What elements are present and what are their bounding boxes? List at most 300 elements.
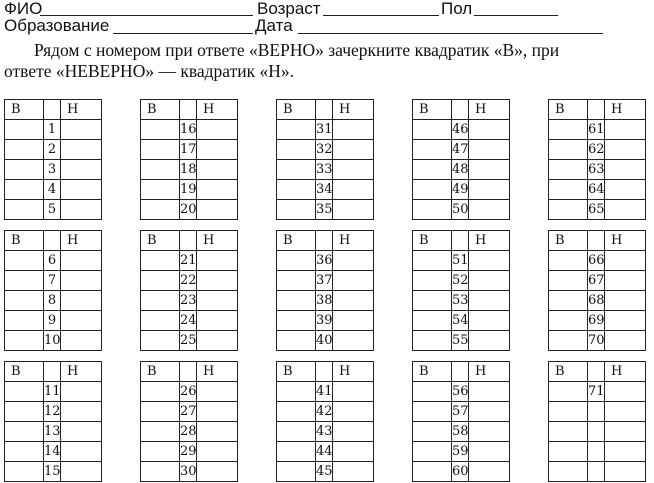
column-header-n: Н <box>333 231 374 251</box>
box-false[interactable] <box>197 200 238 220</box>
box-false[interactable] <box>333 271 374 291</box>
box-false[interactable] <box>61 291 102 311</box>
box-false[interactable] <box>469 200 510 220</box>
age-field[interactable] <box>323 15 439 16</box>
question-number: 34 <box>316 180 333 200</box>
education-field[interactable] <box>113 33 253 34</box>
box-true[interactable] <box>141 291 180 311</box>
box-false[interactable] <box>333 180 374 200</box>
box-true[interactable] <box>141 140 180 160</box>
answer-row <box>277 462 374 482</box>
box-false[interactable] <box>61 402 102 422</box>
column-header-number <box>316 100 333 120</box>
answer-row <box>277 160 374 180</box>
box-false[interactable] <box>605 422 646 442</box>
question-number: 31 <box>316 120 333 140</box>
box-true[interactable] <box>549 311 588 331</box>
box-false[interactable] <box>469 442 510 462</box>
box-false[interactable] <box>333 382 374 402</box>
question-number: 35 <box>316 200 333 220</box>
question-number: 50 <box>452 200 469 220</box>
box-false[interactable] <box>61 462 102 482</box>
question-number: 2 <box>44 140 61 160</box>
answer-row <box>549 291 646 311</box>
box-false[interactable] <box>469 311 510 331</box>
box-false[interactable] <box>61 251 102 271</box>
box-false[interactable] <box>197 291 238 311</box>
box-false[interactable] <box>197 180 238 200</box>
box-true[interactable] <box>413 462 452 482</box>
box-false[interactable] <box>605 382 646 402</box>
question-number: 71 <box>588 382 605 402</box>
answer-row <box>5 140 102 160</box>
question-number: 21 <box>180 251 197 271</box>
column-header-b: В <box>5 362 44 382</box>
box-false[interactable] <box>197 382 238 402</box>
column-header-b: В <box>277 362 316 382</box>
answer-row <box>141 120 238 140</box>
column-header-b: В <box>5 100 44 120</box>
column-header-number <box>588 362 605 382</box>
answer-row <box>413 422 510 442</box>
box-false[interactable] <box>197 462 238 482</box>
answer-block <box>140 361 238 482</box>
box-false[interactable] <box>605 200 646 220</box>
column-header-n: Н <box>61 231 102 251</box>
question-number: 38 <box>316 291 333 311</box>
box-false[interactable] <box>61 160 102 180</box>
column-header-number <box>452 231 469 251</box>
box-false[interactable] <box>61 120 102 140</box>
column-header-b: В <box>549 231 588 251</box>
box-true[interactable] <box>277 180 316 200</box>
box-true[interactable] <box>413 271 452 291</box>
box-false[interactable] <box>61 422 102 442</box>
box-false[interactable] <box>61 200 102 220</box>
box-false[interactable] <box>469 251 510 271</box>
answer-row <box>413 382 510 402</box>
box-true[interactable] <box>549 442 588 462</box>
box-true[interactable] <box>277 271 316 291</box>
column-header-number <box>180 231 197 251</box>
box-true[interactable] <box>413 382 452 402</box>
answer-block-header <box>549 362 646 382</box>
box-true[interactable] <box>141 331 180 351</box>
box-true[interactable] <box>141 251 180 271</box>
box-true[interactable] <box>277 382 316 402</box>
box-false[interactable] <box>333 402 374 422</box>
box-true[interactable] <box>549 402 588 422</box>
box-true[interactable] <box>413 251 452 271</box>
box-true[interactable] <box>549 180 588 200</box>
box-true[interactable] <box>413 120 452 140</box>
box-false[interactable] <box>333 140 374 160</box>
question-number: 68 <box>588 291 605 311</box>
column-header-n: Н <box>605 100 646 120</box>
box-false[interactable] <box>197 331 238 351</box>
question-number: 15 <box>44 462 61 482</box>
question-number: 12 <box>44 402 61 422</box>
question-number: 4 <box>44 180 61 200</box>
box-true[interactable] <box>5 311 44 331</box>
column-header-number <box>452 362 469 382</box>
box-true[interactable] <box>549 271 588 291</box>
box-false[interactable] <box>197 120 238 140</box>
column-header-b: В <box>141 100 180 120</box>
answer-row <box>277 271 374 291</box>
box-true[interactable] <box>413 311 452 331</box>
box-true[interactable] <box>413 180 452 200</box>
answer-row <box>549 442 646 462</box>
answer-block-header <box>549 231 646 251</box>
answer-row <box>549 120 646 140</box>
answer-row <box>277 422 374 442</box>
box-false[interactable] <box>61 331 102 351</box>
answer-block <box>4 230 102 351</box>
column-header-n: Н <box>333 362 374 382</box>
answer-row <box>549 180 646 200</box>
answer-row <box>549 271 646 291</box>
answer-row <box>277 382 374 402</box>
box-false[interactable] <box>333 462 374 482</box>
question-number: 46 <box>452 120 469 140</box>
column-header-n: Н <box>469 362 510 382</box>
answer-row <box>5 180 102 200</box>
column-header-n: Н <box>605 362 646 382</box>
answer-row <box>413 311 510 331</box>
box-false[interactable] <box>605 311 646 331</box>
box-true[interactable] <box>277 331 316 351</box>
column-header-b: В <box>277 231 316 251</box>
box-true[interactable] <box>5 120 44 140</box>
answer-row <box>549 402 646 422</box>
answer-block <box>548 99 646 220</box>
column-header-n: Н <box>333 100 374 120</box>
box-true[interactable] <box>141 311 180 331</box>
question-number: 52 <box>452 271 469 291</box>
answer-row <box>549 422 646 442</box>
box-false[interactable] <box>197 442 238 462</box>
answer-row <box>413 160 510 180</box>
box-false[interactable] <box>61 382 102 402</box>
box-true[interactable] <box>549 462 588 482</box>
question-number <box>588 442 605 462</box>
box-true[interactable] <box>141 382 180 402</box>
box-true[interactable] <box>277 462 316 482</box>
box-false[interactable] <box>61 180 102 200</box>
question-number: 10 <box>44 331 61 351</box>
answer-block <box>412 99 510 220</box>
question-number: 7 <box>44 271 61 291</box>
box-true[interactable] <box>277 311 316 331</box>
column-header-number <box>452 100 469 120</box>
answer-row <box>277 120 374 140</box>
box-false[interactable] <box>197 311 238 331</box>
question-number: 24 <box>180 311 197 331</box>
question-number: 53 <box>452 291 469 311</box>
answer-row <box>277 291 374 311</box>
answer-row <box>141 442 238 462</box>
question-number: 22 <box>180 271 197 291</box>
box-false[interactable] <box>469 331 510 351</box>
answer-row <box>141 140 238 160</box>
question-number: 19 <box>180 180 197 200</box>
question-number: 29 <box>180 442 197 462</box>
box-false[interactable] <box>605 331 646 351</box>
box-false[interactable] <box>469 382 510 402</box>
answer-block-header <box>413 362 510 382</box>
box-false[interactable] <box>605 120 646 140</box>
box-false[interactable] <box>469 140 510 160</box>
question-number: 66 <box>588 251 605 271</box>
instructions <box>4 40 650 82</box>
column-header-b: В <box>413 100 452 120</box>
box-true[interactable] <box>141 402 180 422</box>
box-true[interactable] <box>549 120 588 140</box>
box-false[interactable] <box>469 402 510 422</box>
answer-row <box>141 251 238 271</box>
box-false[interactable] <box>333 251 374 271</box>
box-false[interactable] <box>469 462 510 482</box>
box-true[interactable] <box>141 120 180 140</box>
column-header-b: В <box>141 231 180 251</box>
answer-row <box>5 382 102 402</box>
box-true[interactable] <box>413 331 452 351</box>
box-true[interactable] <box>277 291 316 311</box>
answer-row <box>549 462 646 482</box>
box-false[interactable] <box>333 422 374 442</box>
box-false[interactable] <box>605 442 646 462</box>
column-header-n: Н <box>61 362 102 382</box>
box-true[interactable] <box>549 331 588 351</box>
question-number: 69 <box>588 311 605 331</box>
box-false[interactable] <box>469 160 510 180</box>
box-true[interactable] <box>277 140 316 160</box>
box-true[interactable] <box>549 291 588 311</box>
box-true[interactable] <box>5 251 44 271</box>
column-header-b: В <box>5 231 44 251</box>
box-false[interactable] <box>61 442 102 462</box>
question-number: 23 <box>180 291 197 311</box>
question-number: 32 <box>316 140 333 160</box>
answer-row <box>277 251 374 271</box>
answer-block-header <box>141 100 238 120</box>
gender-label: Пол <box>441 0 473 18</box>
box-true[interactable] <box>549 200 588 220</box>
box-false[interactable] <box>333 442 374 462</box>
box-false[interactable] <box>61 271 102 291</box>
box-false[interactable] <box>333 311 374 331</box>
box-true[interactable] <box>549 251 588 271</box>
box-true[interactable] <box>277 442 316 462</box>
question-number: 56 <box>452 382 469 402</box>
question-number: 57 <box>452 402 469 422</box>
box-true[interactable] <box>5 291 44 311</box>
answer-block <box>4 99 102 220</box>
answer-row <box>413 271 510 291</box>
question-number <box>588 402 605 422</box>
answer-row <box>5 271 102 291</box>
column-header-b: В <box>549 100 588 120</box>
box-true[interactable] <box>277 200 316 220</box>
age-label: Возраст <box>257 0 321 18</box>
box-false[interactable] <box>61 311 102 331</box>
box-false[interactable] <box>605 180 646 200</box>
question-number: 70 <box>588 331 605 351</box>
box-true[interactable] <box>141 160 180 180</box>
question-number: 54 <box>452 311 469 331</box>
box-true[interactable] <box>549 160 588 180</box>
box-true[interactable] <box>413 442 452 462</box>
answer-row <box>277 140 374 160</box>
box-false[interactable] <box>605 140 646 160</box>
answer-row <box>413 180 510 200</box>
question-number: 18 <box>180 160 197 180</box>
box-true[interactable] <box>141 200 180 220</box>
box-false[interactable] <box>197 251 238 271</box>
question-number: 33 <box>316 160 333 180</box>
box-true[interactable] <box>277 160 316 180</box>
box-true[interactable] <box>413 402 452 422</box>
answer-row <box>549 382 646 402</box>
box-true[interactable] <box>549 140 588 160</box>
column-header-b: В <box>277 100 316 120</box>
answer-row <box>5 462 102 482</box>
box-false[interactable] <box>605 291 646 311</box>
box-true[interactable] <box>141 442 180 462</box>
box-true[interactable] <box>413 200 452 220</box>
question-number: 63 <box>588 160 605 180</box>
question-number: 65 <box>588 200 605 220</box>
box-false[interactable] <box>197 271 238 291</box>
box-false[interactable] <box>605 251 646 271</box>
box-true[interactable] <box>413 160 452 180</box>
answer-row <box>277 442 374 462</box>
question-number: 20 <box>180 200 197 220</box>
box-true[interactable] <box>413 422 452 442</box>
question-number: 26 <box>180 382 197 402</box>
box-true[interactable] <box>277 120 316 140</box>
answer-row <box>5 442 102 462</box>
box-false[interactable] <box>605 462 646 482</box>
question-number: 3 <box>44 160 61 180</box>
answer-row <box>413 331 510 351</box>
box-true[interactable] <box>5 200 44 220</box>
box-true[interactable] <box>5 422 44 442</box>
box-false[interactable] <box>469 291 510 311</box>
box-false[interactable] <box>605 271 646 291</box>
answer-block <box>4 361 102 482</box>
answer-row <box>141 291 238 311</box>
question-number: 13 <box>44 422 61 442</box>
box-true[interactable] <box>5 442 44 462</box>
question-number: 36 <box>316 251 333 271</box>
question-number: 48 <box>452 160 469 180</box>
date-field[interactable] <box>298 33 603 34</box>
box-false[interactable] <box>469 422 510 442</box>
box-true[interactable] <box>5 160 44 180</box>
box-false[interactable] <box>333 160 374 180</box>
box-false[interactable] <box>469 271 510 291</box>
column-header-b: В <box>413 231 452 251</box>
answer-block-header <box>277 231 374 251</box>
box-true[interactable] <box>413 140 452 160</box>
column-header-b: В <box>141 362 180 382</box>
box-false[interactable] <box>469 180 510 200</box>
answer-row <box>141 311 238 331</box>
box-true[interactable] <box>549 382 588 402</box>
box-true[interactable] <box>5 271 44 291</box>
gender-field[interactable] <box>474 15 558 16</box>
question-number: 1 <box>44 120 61 140</box>
box-false[interactable] <box>333 291 374 311</box>
box-true[interactable] <box>5 382 44 402</box>
box-true[interactable] <box>277 422 316 442</box>
answer-block-header <box>141 231 238 251</box>
question-number: 11 <box>44 382 61 402</box>
answer-block-header <box>277 362 374 382</box>
answer-block-header <box>549 100 646 120</box>
question-number: 43 <box>316 422 333 442</box>
answer-row <box>141 402 238 422</box>
answer-row <box>413 120 510 140</box>
box-false[interactable] <box>197 160 238 180</box>
box-false[interactable] <box>197 402 238 422</box>
box-true[interactable] <box>141 422 180 442</box>
answer-row <box>277 180 374 200</box>
answer-block <box>548 361 646 482</box>
column-header-number <box>44 231 61 251</box>
box-true[interactable] <box>141 462 180 482</box>
box-false[interactable] <box>197 140 238 160</box>
box-false[interactable] <box>605 402 646 422</box>
box-true[interactable] <box>277 251 316 271</box>
answer-row <box>5 331 102 351</box>
answer-row <box>549 200 646 220</box>
box-false[interactable] <box>197 422 238 442</box>
question-number: 5 <box>44 200 61 220</box>
box-false[interactable] <box>333 200 374 220</box>
box-true[interactable] <box>5 140 44 160</box>
education-label: Образование <box>4 16 110 35</box>
answer-block <box>412 230 510 351</box>
box-true[interactable] <box>141 271 180 291</box>
box-true[interactable] <box>5 180 44 200</box>
box-true[interactable] <box>549 422 588 442</box>
box-false[interactable] <box>61 140 102 160</box>
column-header-number <box>180 100 197 120</box>
box-false[interactable] <box>333 120 374 140</box>
box-false[interactable] <box>605 160 646 180</box>
question-number: 8 <box>44 291 61 311</box>
box-true[interactable] <box>5 402 44 422</box>
answer-block-header <box>5 100 102 120</box>
box-true[interactable] <box>141 180 180 200</box>
box-true[interactable] <box>5 331 44 351</box>
box-true[interactable] <box>5 462 44 482</box>
instructions-line-2: ответе «НЕВЕРНО» — квадратик «Н». <box>4 61 295 81</box>
question-number: 25 <box>180 331 197 351</box>
question-number: 59 <box>452 442 469 462</box>
question-number: 9 <box>44 311 61 331</box>
box-true[interactable] <box>277 402 316 422</box>
column-header-number <box>316 362 333 382</box>
answer-block <box>140 99 238 220</box>
answer-row <box>277 200 374 220</box>
box-false[interactable] <box>333 331 374 351</box>
box-false[interactable] <box>469 120 510 140</box>
box-true[interactable] <box>413 291 452 311</box>
